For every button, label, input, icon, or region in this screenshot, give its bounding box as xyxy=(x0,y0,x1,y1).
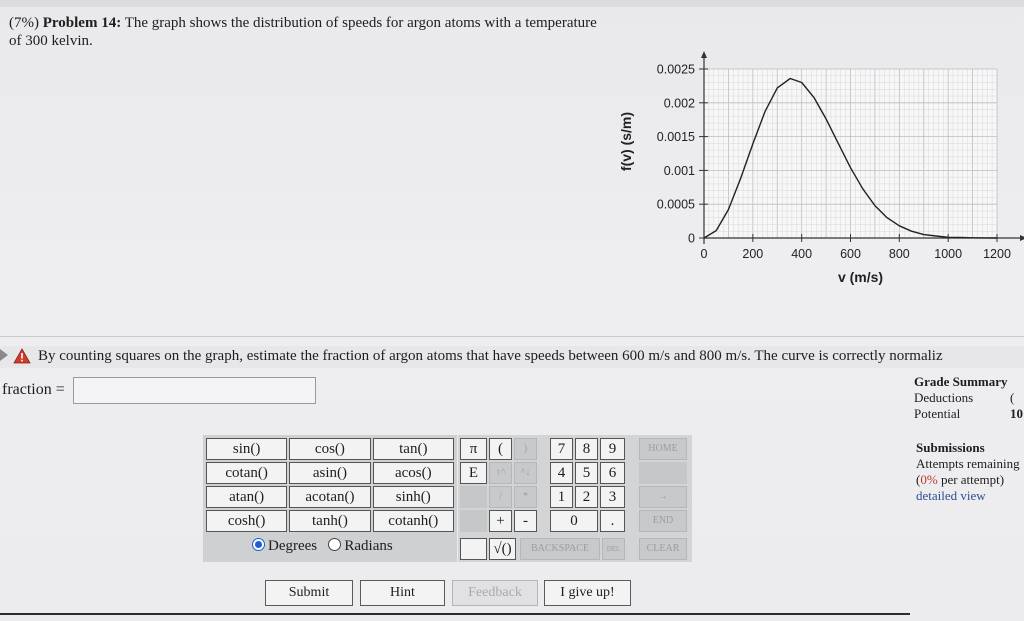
x-tick-label: 0 xyxy=(700,247,708,261)
digit-1-key[interactable]: 1 xyxy=(550,486,573,508)
e-key[interactable]: E xyxy=(460,462,487,484)
function-table xyxy=(204,436,456,534)
y-tick-label: 0.001 xyxy=(663,163,695,178)
del-key[interactable]: DEL xyxy=(602,538,625,560)
grade-summary-title: Grade Summary xyxy=(914,374,1008,389)
close-paren-key[interactable]: ) xyxy=(514,438,537,460)
tanh-button[interactable]: tanh() xyxy=(289,510,370,532)
pad-blank-1 xyxy=(460,486,487,508)
x-tick-label: 200 xyxy=(742,247,764,261)
penalty-suffix: per attempt) xyxy=(937,472,1005,487)
degrees-option[interactable] xyxy=(252,538,317,554)
bottom-rule xyxy=(0,613,910,615)
y-tick-label: 0.0025 xyxy=(656,62,695,77)
y-tick-label: 0 xyxy=(688,231,695,246)
deductions-row xyxy=(914,390,1024,406)
y-tick-label: 0.0015 xyxy=(656,130,695,145)
cotan-button[interactable]: cotan() xyxy=(206,462,287,484)
detailed-view-link[interactable]: detailed view xyxy=(916,488,986,503)
digit-0-key[interactable]: 0 xyxy=(550,510,598,532)
dot-key[interactable]: . xyxy=(600,510,625,532)
penalty-line xyxy=(916,472,1024,488)
multiply-key[interactable]: * xyxy=(514,486,537,508)
radians-radio[interactable] xyxy=(328,538,341,551)
digit-8-key[interactable]: 8 xyxy=(575,438,598,460)
y-tick-label: 0.002 xyxy=(663,96,695,111)
digit-7-key[interactable]: 7 xyxy=(550,438,573,460)
digit-9-key[interactable]: 9 xyxy=(600,438,625,460)
potential-label: Potential xyxy=(914,406,961,421)
x-tick-label: 1000 xyxy=(934,247,963,261)
expand-arrow-icon[interactable] xyxy=(0,349,8,361)
up-arrow-key[interactable]: ↑^ xyxy=(489,462,512,484)
digit-6-key[interactable]: 6 xyxy=(600,462,625,484)
pi-key[interactable]: π xyxy=(460,438,487,460)
sinh-button[interactable]: sinh() xyxy=(373,486,454,508)
degrees-label: Degrees xyxy=(268,538,318,554)
minus-key[interactable]: - xyxy=(514,510,537,532)
radians-label: Radians xyxy=(344,538,393,554)
question-text: By counting squares on the graph, estimate the fraction of argon atoms that have speeds between 600 m/s and 800 m/s. The curve is correctly normaliz xyxy=(38,348,943,364)
penalty-prefix: ( xyxy=(916,472,921,487)
angle-mode xyxy=(252,538,393,555)
submissions-panel xyxy=(916,440,1024,504)
y-axis-arrow xyxy=(701,51,707,58)
speed-distribution-chart xyxy=(612,46,1024,296)
x-axis-label: v (m/s) xyxy=(837,269,884,285)
x-tick-label: 1200 xyxy=(983,247,1011,261)
give-up-button[interactable]: I give up! xyxy=(544,580,631,606)
submit-button[interactable]: Submit xyxy=(265,580,353,606)
atan-button[interactable]: atan() xyxy=(206,486,287,508)
x-tick-label: 400 xyxy=(791,247,813,261)
submissions-title: Submissions xyxy=(916,440,985,455)
grade-summary xyxy=(914,374,1024,422)
problem-label: Problem 14: xyxy=(42,15,122,31)
potential-row xyxy=(914,406,1024,422)
hint-button[interactable]: Hint xyxy=(360,580,445,606)
digit-3-key[interactable]: 3 xyxy=(600,486,625,508)
open-paren-key[interactable]: ( xyxy=(489,438,512,460)
y-axis-label: f(v) (s/m) xyxy=(618,111,634,172)
speed-distribution-graph xyxy=(612,46,1024,296)
feedback-button[interactable]: Feedback xyxy=(452,580,538,606)
clear-key[interactable]: CLEAR xyxy=(639,538,687,560)
acos-button[interactable]: acos() xyxy=(373,462,454,484)
keypad xyxy=(458,435,692,562)
x-tick-label: 800 xyxy=(888,247,910,261)
pad-blank-4 xyxy=(639,462,687,484)
top-strip xyxy=(0,0,1024,7)
y-tick-label: 0.0005 xyxy=(656,197,695,212)
pad-blank-2 xyxy=(460,510,487,532)
sin-button[interactable]: sin() xyxy=(206,438,287,460)
question-row xyxy=(0,346,1024,368)
digit-4-key[interactable]: 4 xyxy=(550,462,573,484)
warning-icon xyxy=(13,348,31,364)
cos-button[interactable]: cos() xyxy=(289,438,370,460)
digit-5-key[interactable]: 5 xyxy=(575,462,598,484)
answer-label: fraction = xyxy=(2,381,65,398)
x-tick-label: 600 xyxy=(840,247,861,261)
backspace-key[interactable]: BACKSPACE xyxy=(520,538,600,560)
fraction-input[interactable] xyxy=(73,377,316,404)
problem-text: The graph shows the distribution of speeds for argon atoms with a temperature of 300 kelvin. xyxy=(9,15,597,49)
end-key[interactable]: END xyxy=(639,510,687,532)
acotan-button[interactable]: acotan() xyxy=(289,486,370,508)
down-arrow-key[interactable]: ^↓ xyxy=(514,462,537,484)
x-axis-arrow xyxy=(1020,235,1024,241)
attempts-remaining: Attempts remaining xyxy=(916,456,1020,471)
home-key[interactable]: HOME xyxy=(639,438,687,460)
separator xyxy=(0,336,1024,337)
tan-button[interactable]: tan() xyxy=(373,438,454,460)
pad-blank-3 xyxy=(460,538,487,560)
radians-option[interactable] xyxy=(328,538,392,554)
right-arrow-key[interactable]: → xyxy=(639,486,687,508)
deductions-value: ( xyxy=(1010,390,1015,405)
asin-button[interactable]: asin() xyxy=(289,462,370,484)
problem-statement xyxy=(9,14,609,50)
problem-percent: (7%) xyxy=(9,15,39,31)
degrees-radio[interactable] xyxy=(252,538,265,551)
plus-key[interactable]: + xyxy=(489,510,512,532)
deductions-label: Deductions xyxy=(914,390,974,405)
penalty-value: 0% xyxy=(920,472,938,487)
cotanh-button[interactable]: cotanh() xyxy=(373,510,454,532)
divide-key[interactable]: / xyxy=(489,486,512,508)
cosh-button[interactable]: cosh() xyxy=(206,510,287,532)
sqrt-key[interactable]: √() xyxy=(489,538,516,560)
potential-value: 10 xyxy=(1010,406,1023,421)
digit-2-key[interactable]: 2 xyxy=(575,486,598,508)
